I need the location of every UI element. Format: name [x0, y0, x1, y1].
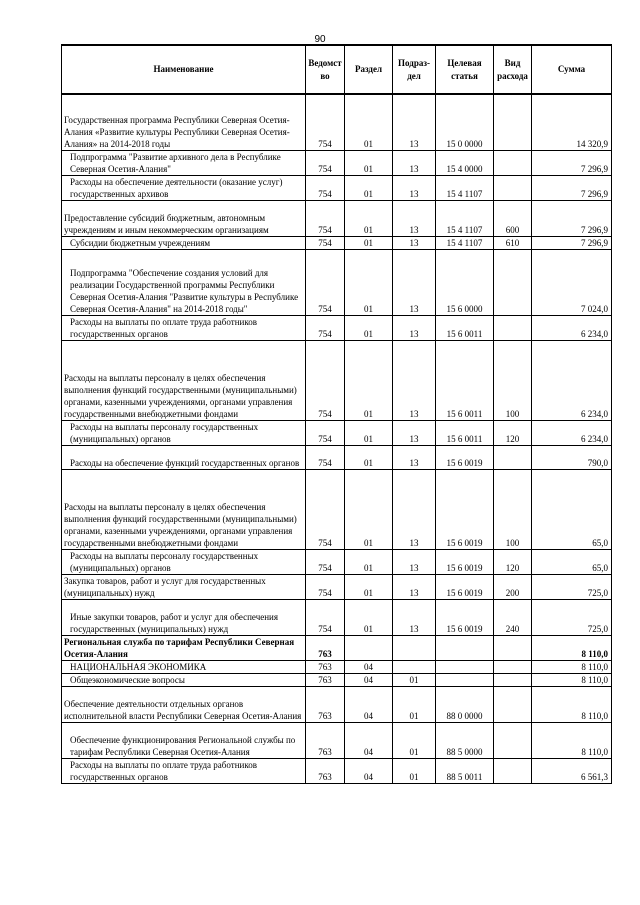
cell-podrazdel: 13: [393, 94, 436, 150]
table-row: [62, 420, 612, 445]
cell-razdel: 01: [345, 469, 393, 549]
cell-tselevaya: 15 6 0019: [436, 549, 494, 574]
header-ved: Ведомст во: [306, 45, 345, 94]
cell-summa: 8 110,0: [532, 660, 612, 673]
cell-ved: 763: [306, 758, 345, 783]
cell-ved: 754: [306, 94, 345, 150]
cell-vid: 100: [494, 469, 532, 549]
cell-razdel: 01: [345, 574, 393, 599]
cell-razdel: 04: [345, 722, 393, 758]
table-row: [62, 599, 612, 635]
cell-razdel: 01: [345, 236, 393, 249]
table-row: [62, 236, 612, 249]
cell-razdel: 01: [345, 150, 393, 175]
cell-tselevaya: 15 6 0019: [436, 469, 494, 549]
cell-tselevaya: [436, 660, 494, 673]
cell-name: Закупка товаров, работ и услуг для государственных (муниципальных) нужд: [62, 574, 306, 599]
cell-ved: 754: [306, 599, 345, 635]
cell-summa: 7 296,9: [532, 175, 612, 200]
cell-vid: [494, 249, 532, 315]
table-row: [62, 249, 612, 315]
cell-tselevaya: 15 4 1107: [436, 175, 494, 200]
cell-vid: [494, 722, 532, 758]
cell-name: Расходы на выплаты персоналу в целях обеспечения выполнения функций государственными (муниципальными) органами, казенными учреждениями, органами управления государственными внебюджетными фондами: [62, 469, 306, 549]
cell-podrazdel: 01: [393, 758, 436, 783]
cell-podrazdel: 13: [393, 445, 436, 469]
table-body: [62, 94, 612, 783]
cell-name: Общеэкономические вопросы: [62, 673, 306, 686]
cell-razdel: 01: [345, 549, 393, 574]
header-name: Наименование: [62, 45, 306, 94]
cell-vid: [494, 150, 532, 175]
cell-tselevaya: 15 6 0000: [436, 249, 494, 315]
header-summa: Сумма: [532, 45, 612, 94]
cell-tselevaya: 15 6 0019: [436, 445, 494, 469]
cell-podrazdel: 13: [393, 599, 436, 635]
table-row: [62, 315, 612, 340]
page-number: 90: [314, 34, 326, 45]
table-row: [62, 758, 612, 783]
cell-summa: 7 296,9: [532, 236, 612, 249]
cell-vid: 100: [494, 340, 532, 420]
cell-ved: 754: [306, 549, 345, 574]
cell-razdel: 01: [345, 420, 393, 445]
cell-summa: 7 296,9: [532, 200, 612, 236]
cell-podrazdel: 13: [393, 249, 436, 315]
table-row: [62, 673, 612, 686]
cell-name: Подпрограмма "Развитие архивного дела в Республике Северная Осетия-Алания": [62, 150, 306, 175]
cell-name: Подпрограмма "Обеспечение создания условий для реализации Государственной программы Республики Северная Осетия-Алания "Развитие культуры в Республике Северная Осетия-Алания" на 2014-2018 годы": [62, 249, 306, 315]
cell-vid: 600: [494, 200, 532, 236]
cell-razdel: 04: [345, 673, 393, 686]
header-podrazdel: Подраз- дел: [393, 45, 436, 94]
table-row: [62, 686, 612, 722]
cell-razdel: [345, 635, 393, 660]
table-row: [62, 469, 612, 549]
cell-ved: 754: [306, 236, 345, 249]
cell-name: Иные закупки товаров, работ и услуг для обеспечения государственных (муниципальных) нужд: [62, 599, 306, 635]
cell-razdel: 01: [345, 200, 393, 236]
table-row: [62, 722, 612, 758]
cell-podrazdel: 13: [393, 340, 436, 420]
cell-razdel: 01: [345, 315, 393, 340]
cell-name: НАЦИОНАЛЬНАЯ ЭКОНОМИКА: [62, 660, 306, 673]
cell-razdel: 04: [345, 758, 393, 783]
cell-razdel: 01: [345, 445, 393, 469]
cell-tselevaya: 15 4 1107: [436, 200, 494, 236]
cell-name: Расходы на обеспечение деятельности (оказание услуг) государственных архивов: [62, 175, 306, 200]
header-tselevaya: Целевая статья: [436, 45, 494, 94]
cell-tselevaya: 15 6 0019: [436, 574, 494, 599]
cell-summa: 6 234,0: [532, 340, 612, 420]
cell-razdel: 01: [345, 94, 393, 150]
cell-podrazdel: 13: [393, 200, 436, 236]
cell-summa: 7 024,0: [532, 249, 612, 315]
table-row: [62, 574, 612, 599]
cell-vid: 240: [494, 599, 532, 635]
cell-ved: 754: [306, 150, 345, 175]
cell-tselevaya: 15 6 0011: [436, 315, 494, 340]
cell-name: Расходы на выплаты персоналу в целях обеспечения выполнения функций государственными (муниципальными) органами, казенными учреждениями, органами управления государственными внебюджетными фондами: [62, 340, 306, 420]
cell-podrazdel: 13: [393, 236, 436, 249]
cell-name: Региональная служба по тарифам Республики Северная Осетия-Алания: [62, 635, 306, 660]
cell-vid: [494, 660, 532, 673]
cell-summa: 8 110,0: [532, 673, 612, 686]
cell-ved: 754: [306, 200, 345, 236]
cell-name: Обеспечение деятельности отдельных органов исполнительной власти Республики Северная Осетия-Алания: [62, 686, 306, 722]
cell-podrazdel: 13: [393, 549, 436, 574]
header-razdel: Раздел: [345, 45, 393, 94]
cell-podrazdel: 13: [393, 315, 436, 340]
cell-razdel: 01: [345, 175, 393, 200]
cell-name: Субсидии бюджетным учреждениям: [62, 236, 306, 249]
cell-podrazdel: 13: [393, 150, 436, 175]
cell-ved: 754: [306, 574, 345, 599]
cell-tselevaya: 15 4 1107: [436, 236, 494, 249]
cell-vid: [494, 94, 532, 150]
cell-vid: [494, 673, 532, 686]
cell-podrazdel: 01: [393, 722, 436, 758]
cell-vid: 120: [494, 549, 532, 574]
cell-ved: 754: [306, 175, 345, 200]
cell-tselevaya: [436, 635, 494, 660]
cell-summa: 790,0: [532, 445, 612, 469]
table-row: [62, 445, 612, 469]
cell-podrazdel: [393, 635, 436, 660]
table-row: [62, 94, 612, 150]
cell-ved: 754: [306, 469, 345, 549]
cell-name: Расходы на выплаты по оплате труда работников государственных органов: [62, 758, 306, 783]
cell-razdel: 04: [345, 686, 393, 722]
cell-podrazdel: 13: [393, 175, 436, 200]
cell-tselevaya: 15 0 0000: [436, 94, 494, 150]
cell-vid: [494, 758, 532, 783]
cell-podrazdel: 01: [393, 673, 436, 686]
cell-ved: 763: [306, 673, 345, 686]
cell-ved: 763: [306, 686, 345, 722]
cell-summa: 8 110,0: [532, 635, 612, 660]
table-row: [62, 150, 612, 175]
cell-razdel: 01: [345, 599, 393, 635]
budget-table: [61, 44, 612, 784]
cell-ved: 763: [306, 722, 345, 758]
table-row: [62, 660, 612, 673]
cell-vid: [494, 686, 532, 722]
cell-tselevaya: 15 4 0000: [436, 150, 494, 175]
cell-summa: 8 110,0: [532, 686, 612, 722]
cell-tselevaya: [436, 673, 494, 686]
cell-ved: 754: [306, 420, 345, 445]
cell-podrazdel: 01: [393, 686, 436, 722]
cell-summa: 6 234,0: [532, 420, 612, 445]
cell-vid: 610: [494, 236, 532, 249]
cell-summa: 65,0: [532, 469, 612, 549]
cell-podrazdel: 13: [393, 420, 436, 445]
cell-vid: 120: [494, 420, 532, 445]
header-vid: Вид расхода: [494, 45, 532, 94]
cell-name: Расходы на обеспечение функций государственных органов: [62, 445, 306, 469]
cell-ved: 763: [306, 660, 345, 673]
cell-podrazdel: 13: [393, 574, 436, 599]
cell-summa: 8 110,0: [532, 722, 612, 758]
table-row: [62, 635, 612, 660]
table-row: [62, 200, 612, 236]
cell-tselevaya: 88 5 0000: [436, 722, 494, 758]
cell-razdel: 04: [345, 660, 393, 673]
cell-podrazdel: 13: [393, 469, 436, 549]
cell-ved: 754: [306, 315, 345, 340]
cell-summa: 65,0: [532, 549, 612, 574]
cell-name: Расходы на выплаты персоналу государственных (муниципальных) органов: [62, 549, 306, 574]
cell-vid: [494, 175, 532, 200]
cell-tselevaya: 88 5 0011: [436, 758, 494, 783]
cell-summa: 725,0: [532, 574, 612, 599]
cell-vid: 200: [494, 574, 532, 599]
cell-podrazdel: [393, 660, 436, 673]
cell-summa: 725,0: [532, 599, 612, 635]
cell-vid: [494, 635, 532, 660]
cell-tselevaya: 88 0 0000: [436, 686, 494, 722]
cell-ved: 754: [306, 445, 345, 469]
cell-tselevaya: 15 6 0019: [436, 599, 494, 635]
cell-razdel: 01: [345, 340, 393, 420]
cell-vid: [494, 315, 532, 340]
cell-summa: 6 234,0: [532, 315, 612, 340]
table-row: [62, 175, 612, 200]
cell-name: Государственная программа Республики Северная Осетия-Алания «Развитие культуры Республики Северная Осетия-Алания» на 2014-2018 годы: [62, 94, 306, 150]
cell-vid: [494, 445, 532, 469]
cell-name: Расходы на выплаты по оплате труда работников государственных органов: [62, 315, 306, 340]
cell-razdel: 01: [345, 249, 393, 315]
cell-ved: 754: [306, 249, 345, 315]
cell-name: Предоставление субсидий бюджетным, автономным учреждениям и иным некоммерческим организациям: [62, 200, 306, 236]
cell-tselevaya: 15 6 0011: [436, 340, 494, 420]
cell-name: Обеспечение функционирования Региональной службы по тарифам Республики Северная Осетия-Алания: [62, 722, 306, 758]
cell-summa: 6 561,3: [532, 758, 612, 783]
cell-name: Расходы на выплаты персоналу государственных (муниципальных) органов: [62, 420, 306, 445]
cell-summa: 7 296,9: [532, 150, 612, 175]
table-header-row: [62, 45, 612, 94]
cell-tselevaya: 15 6 0011: [436, 420, 494, 445]
cell-ved: 763: [306, 635, 345, 660]
cell-ved: 754: [306, 340, 345, 420]
table-row: [62, 549, 612, 574]
table-row: [62, 340, 612, 420]
cell-summa: 14 320,9: [532, 94, 612, 150]
